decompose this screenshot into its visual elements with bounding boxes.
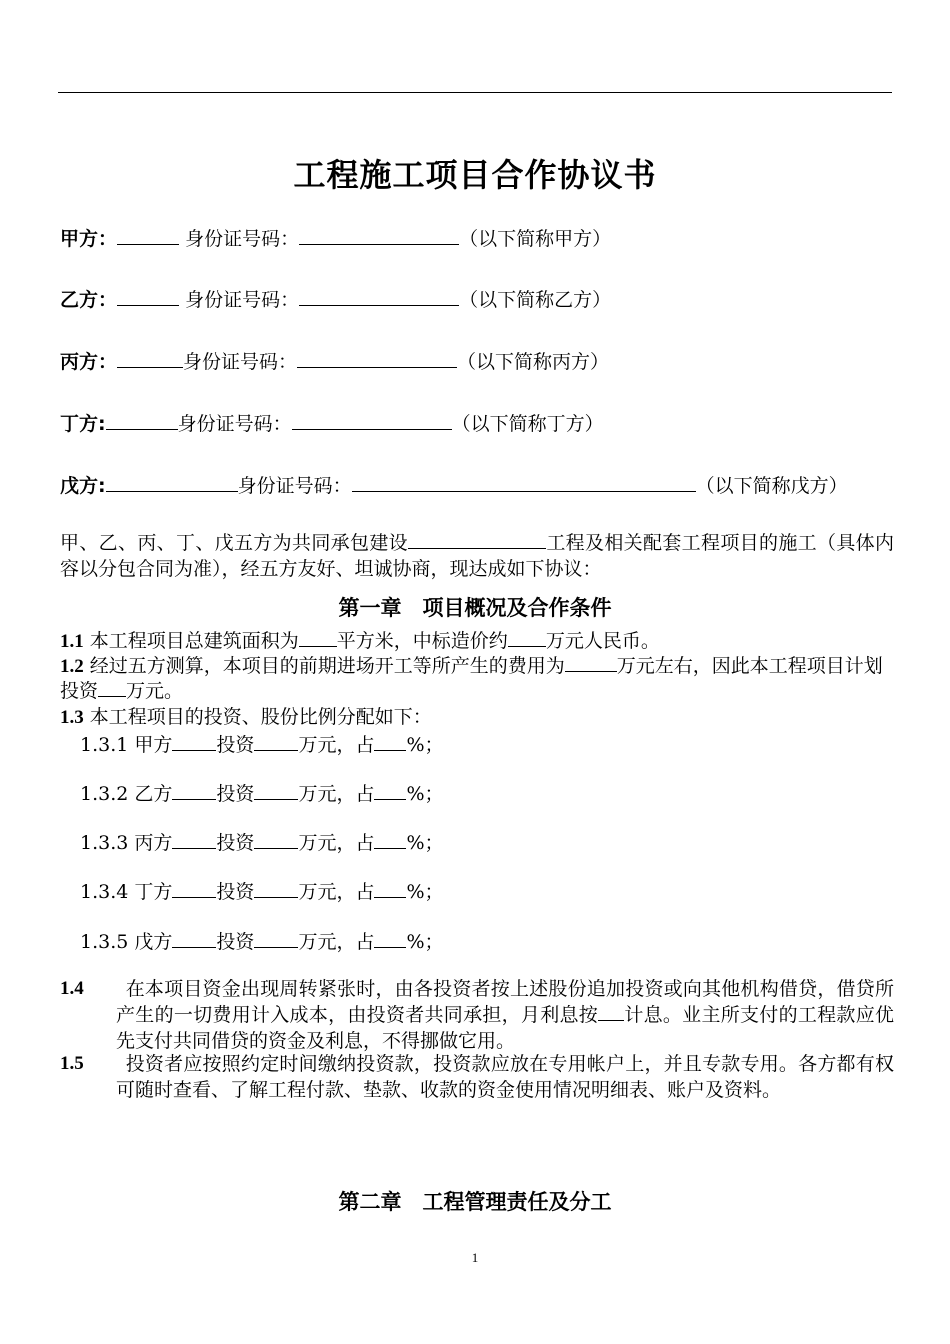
- clause-text: 本工程项目的投资、股份比例分配如下：: [83, 706, 432, 728]
- share-party: 乙方: [134, 783, 173, 805]
- party-yi: [60, 285, 611, 312]
- blank: [254, 783, 298, 800]
- clause-1-4: [60, 976, 894, 1054]
- blank: [172, 734, 216, 751]
- share-invest: 投资: [216, 783, 255, 805]
- share-unit: 万元，占: [298, 783, 375, 805]
- clause-text: 平方米，中标造价约: [336, 630, 508, 652]
- blank: [172, 931, 216, 948]
- alias-text: （以下简称甲方）: [459, 228, 612, 250]
- share-line: [80, 779, 444, 806]
- clause-number: 1.5: [60, 1053, 84, 1074]
- clause-text: 经过五方测算，本项目的前期进场开工等所产生的费用为: [83, 655, 565, 677]
- chapter-1-heading: 第一章 项目概况及合作条件: [338, 596, 612, 620]
- share-invest: 投资: [216, 734, 255, 756]
- name-blank: [106, 473, 238, 492]
- alias-text: （以下简称丙方）: [457, 351, 610, 373]
- clause-number: 1.2: [60, 656, 84, 677]
- blank: [374, 931, 406, 948]
- interest-blank: [598, 1004, 624, 1021]
- clause-text: 在本项目资金出现周转紧张时，由各投资者按上述股份追加投资或向其他机构借贷，借贷所产生的一切费用计入成本，由投资者共同承担，月利息按: [116, 978, 894, 1026]
- id-label: 身份证号码：: [177, 413, 292, 435]
- share-unit: 万元，占: [298, 881, 375, 903]
- name-blank: [106, 411, 178, 430]
- document-title: 工程施工项目合作协议书: [293, 156, 657, 194]
- party-label: 甲方：: [60, 228, 118, 250]
- area-blank: [299, 630, 337, 647]
- party-jia: [60, 224, 611, 251]
- clause-text: 投资者应按照约定时间缴纳投资款，投资款应放在专用帐户上，并且专款专用。各方都有权可随时查看、了解工程付款、垫款、收款的资金使用情况明细表、账户及资料。: [116, 1053, 894, 1101]
- blank: [254, 931, 298, 948]
- share-number: 1.3.2: [80, 783, 129, 805]
- blank: [374, 734, 406, 751]
- share-line: [80, 877, 444, 904]
- share-number: 1.3.3: [80, 832, 129, 854]
- clause-1-5: [60, 1051, 894, 1103]
- share-number: 1.3.4: [80, 881, 129, 903]
- clause-text: 万元左右，因此本工程项目计划投资: [60, 655, 883, 702]
- party-ding: [60, 409, 604, 436]
- share-line: [80, 828, 444, 855]
- share-pct: %；: [406, 783, 444, 805]
- blank: [374, 783, 406, 800]
- clause-1-2: [60, 654, 894, 704]
- clause-body: [116, 1051, 894, 1103]
- share-pct: %；: [406, 832, 444, 854]
- clause-text: 万元。: [126, 680, 184, 702]
- share-number: 1.3.1: [80, 734, 129, 756]
- share-invest: 投资: [216, 931, 255, 953]
- clause-text: 本工程项目总建筑面积为: [83, 630, 299, 652]
- chapter-2-heading: 第二章 工程管理责任及分工: [338, 1190, 612, 1214]
- name-blank: [117, 349, 183, 368]
- share-unit: 万元，占: [298, 734, 375, 756]
- name-blank: [117, 226, 179, 245]
- alias-text: （以下简称乙方）: [459, 289, 612, 311]
- name-blank: [117, 287, 179, 306]
- clause-text: 万元人民币。: [545, 630, 660, 652]
- share-party: 丁方: [134, 881, 173, 903]
- header-rule: [58, 92, 892, 93]
- share-pct: %；: [406, 881, 444, 903]
- investment-blank: [98, 680, 126, 697]
- share-number: 1.3.5: [80, 931, 129, 953]
- alias-text: （以下简称丁方）: [451, 413, 604, 435]
- share-party: 丙方: [134, 832, 173, 854]
- id-label: 身份证号码：: [185, 289, 300, 311]
- id-blank: [299, 287, 459, 306]
- party-wu: [60, 471, 848, 498]
- clause-number: 1.3: [60, 707, 84, 728]
- price-blank: [508, 630, 546, 647]
- id-label: 身份证号码：: [237, 475, 352, 497]
- share-party: 甲方: [134, 734, 173, 756]
- share-line: [80, 730, 444, 757]
- id-blank: [292, 411, 452, 430]
- share-pct: %；: [406, 931, 444, 953]
- clause-text: 计息。业主所支付的工程款应优先支付共同借贷的资金及利息，不得挪做它用。: [116, 1004, 894, 1052]
- id-label: 身份证号码：: [183, 351, 298, 373]
- party-label: 乙方：: [60, 289, 118, 311]
- id-blank: [352, 473, 696, 492]
- clause-number: 1.1: [60, 631, 84, 652]
- share-unit: 万元，占: [298, 832, 375, 854]
- party-label: 丁方:: [60, 413, 106, 435]
- share-pct: %；: [406, 734, 444, 756]
- intro-paragraph: [60, 530, 894, 582]
- share-unit: 万元，占: [298, 931, 375, 953]
- party-label: 戊方:: [60, 475, 106, 497]
- clause-1-3: [60, 705, 894, 730]
- project-name-blank: [408, 530, 546, 549]
- intro-text-before: 甲、乙、丙、丁、戊五方为共同承包建设: [60, 532, 408, 554]
- id-blank: [299, 226, 459, 245]
- share-invest: 投资: [216, 832, 255, 854]
- blank: [172, 881, 216, 898]
- blank: [374, 881, 406, 898]
- blank: [254, 832, 298, 849]
- share-line: [80, 927, 444, 954]
- page-number: 1: [471, 1250, 479, 1265]
- blank: [172, 783, 216, 800]
- blank: [172, 832, 216, 849]
- share-invest: 投资: [216, 881, 255, 903]
- clause-body: [116, 976, 894, 1054]
- blank: [254, 881, 298, 898]
- blank: [374, 832, 406, 849]
- party-bing: [60, 347, 609, 374]
- cost-blank: [565, 655, 617, 672]
- party-label: 丙方：: [60, 351, 118, 373]
- blank: [254, 734, 298, 751]
- share-party: 戊方: [134, 931, 173, 953]
- clause-number: 1.4: [60, 978, 84, 999]
- intro-text-after: 工程及相关配套工程项目的施工（具体内容以分包合同为准），经五方友好、坦诚协商，现达成如下协议：: [60, 532, 894, 580]
- alias-text: （以下简称戊方）: [695, 475, 848, 497]
- id-blank: [297, 349, 457, 368]
- id-label: 身份证号码：: [185, 228, 300, 250]
- clause-1-1: [60, 629, 894, 654]
